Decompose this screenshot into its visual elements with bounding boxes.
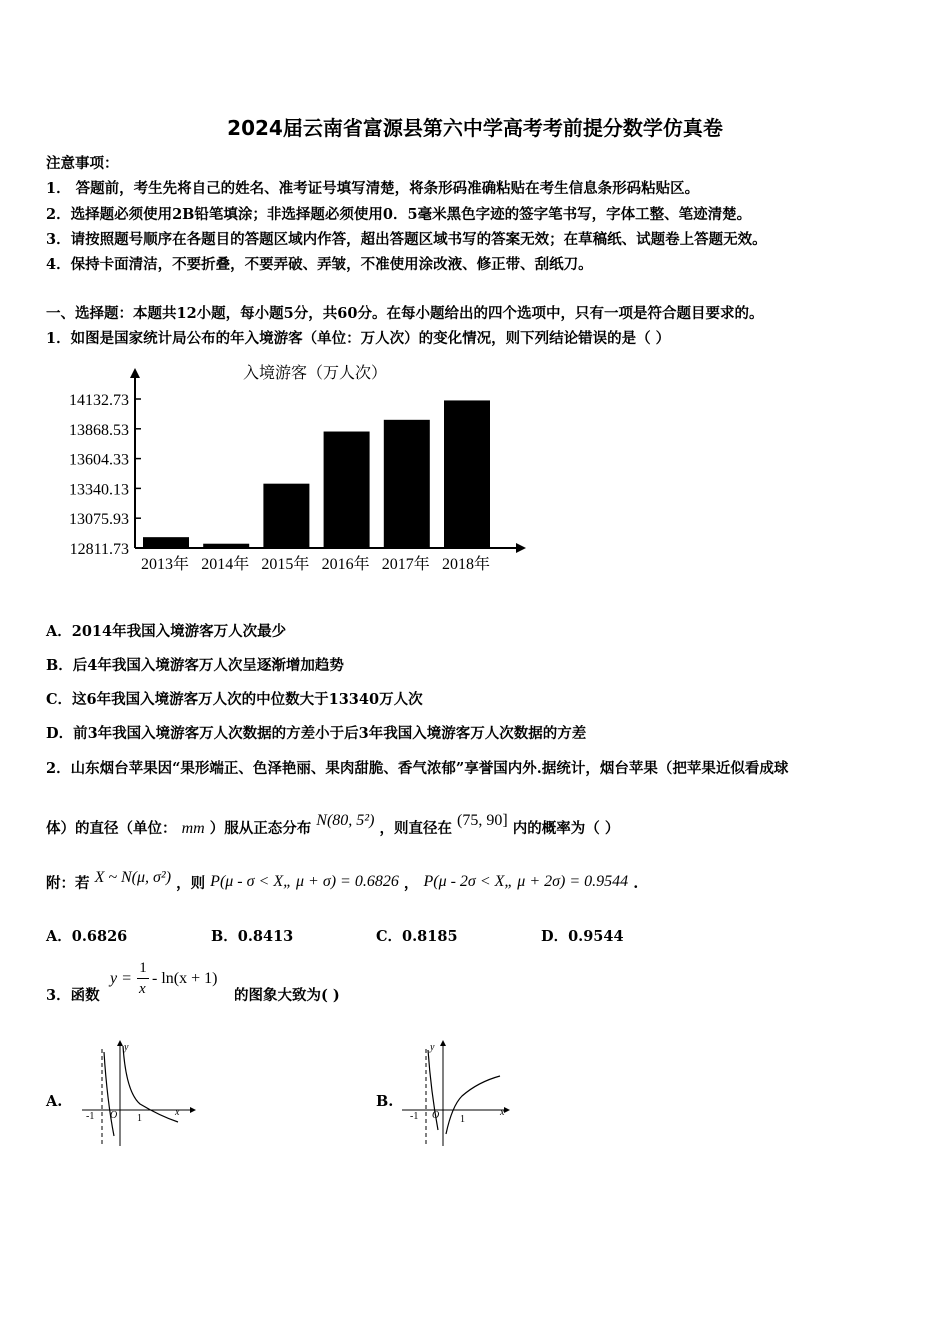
bar [203, 544, 249, 548]
q2-note-p2: P(μ - 2σ < X„ μ + 2σ) = 0.9544 [423, 873, 629, 890]
q2-note-dist: X ~ N(μ, σ²) [94, 869, 172, 886]
neg-one-label: -1 [86, 1111, 95, 1122]
x-category-label: 2016年 [321, 556, 370, 573]
q2-option-b[interactable]: B．0.8413 [211, 928, 294, 945]
q3-prefix: 3．函数 [46, 987, 100, 1004]
x-label: x [500, 1107, 505, 1118]
notice-item: 2．选择题必须使用2B铅笔填涂；非选择题必须使用0．5毫米黑色字迹的签字笔书写，字体工整、笔迹清楚。 [46, 206, 752, 223]
q2-text: 内的概率为（ ） [512, 820, 620, 837]
bar [143, 537, 189, 548]
origin-label: O [110, 1110, 118, 1121]
y-axis-arrow [440, 1040, 446, 1046]
y-tick-label: 12811.73 [69, 541, 129, 558]
x-category-label: 2013年 [140, 556, 190, 573]
q3-fraction-denominator: x [139, 981, 146, 997]
x-axis-arrow [190, 1107, 196, 1113]
right-branch-curve [446, 1076, 500, 1134]
bar [384, 420, 430, 548]
y-tick-label: 13075.93 [69, 511, 129, 529]
x-axis-arrow [516, 543, 526, 553]
origin-label: O [432, 1110, 440, 1121]
y-tick-label: 13868.53 [69, 421, 129, 439]
one-label: 1 [460, 1114, 465, 1125]
y-tick-label: 13604.33 [69, 451, 129, 469]
neg-one-label: -1 [410, 1111, 419, 1122]
one-label: 1 [137, 1113, 142, 1124]
tourist-bar-chart [40, 356, 540, 586]
q3-option-a[interactable]: A. [46, 1093, 63, 1110]
notice-item: 4．保持卡面清洁，不要折叠，不要弄破、弄皱，不准使用涂改液、修正带、刮纸刀。 [46, 256, 593, 273]
q2-text: 体）的直径（单位： [46, 820, 177, 837]
q1-option-c[interactable]: C．这6年我国入境游客万人次的中位数大于13340万人次 [46, 691, 423, 708]
q2-note-text: ，则 [176, 875, 206, 892]
q2-option-a[interactable]: A．0.6826 [46, 928, 128, 945]
bar [324, 432, 370, 548]
q2-note-text: ， [403, 875, 419, 892]
notice-item: 3．请按照题号顺序在各题目的答题区域内作答，超出答题区域书写的答案无效；在草稿纸、试题卷上答题无效。 [46, 231, 767, 248]
q2-option-d[interactable]: D．0.9544 [541, 928, 624, 945]
notice-heading: 注意事项： [46, 155, 119, 172]
q2-option-c[interactable]: C．0.8185 [376, 928, 458, 945]
page-title: 2024届云南省富源县第六中学高考考前提分数学仿真卷 [227, 116, 723, 140]
y-label: y [124, 1042, 129, 1053]
question-1-stem: 1．如图是国家统计局公布的年入境游客（单位：万人次）的变化情况，则下列结论错误的是（ ） [46, 330, 671, 347]
q1-option-d[interactable]: D．前3年我国入境游客万人次数据的方差小于后3年我国入境游客万人次数据的方差 [46, 725, 587, 742]
notice-item: 1． 答题前，考生先将自己的姓名、准考证号填写清楚，将条形码准确粘贴在考生信息条形码粘贴区。 [46, 180, 700, 197]
y-axis-arrow [130, 368, 140, 378]
q2-unit: mm [181, 820, 205, 837]
q3-function-lhs: y = [110, 970, 132, 987]
q3-option-b[interactable]: B. [376, 1093, 394, 1110]
question-2-line-1: 2．山东烟台苹果因“果形端正、色泽艳丽、果肉甜脆、香气浓郁”享誉国内外.据统计，烟台苹果（把苹果近似看成球 [46, 760, 789, 777]
q2-normal-dist: N(80, 5²) [316, 812, 375, 829]
y-axis-arrow [117, 1040, 123, 1046]
q2-note-p1: P(μ - σ < X„ μ + σ) = 0.6826 [210, 873, 399, 890]
question-2-line-2 [46, 812, 620, 838]
y-label: y [430, 1042, 435, 1053]
x-category-label: 2017年 [381, 556, 430, 573]
y-tick-label: 13340.13 [69, 481, 129, 499]
question-2-note [46, 869, 639, 893]
left-branch-curve [104, 1052, 114, 1136]
q2-note-text: . [633, 875, 639, 892]
x-category-label: 2018年 [441, 556, 491, 573]
y-tick-label: 14132.73 [69, 392, 129, 409]
q3-graph-a[interactable] [80, 1040, 200, 1150]
bar [263, 484, 309, 548]
q3-function-rhs: - ln(x + 1) [152, 970, 218, 987]
x-axis-arrow [504, 1107, 510, 1113]
bar [444, 400, 490, 548]
q2-text: ，则直径在 [379, 820, 452, 837]
q1-option-a[interactable]: A．2014年我国入境游客万人次最少 [46, 623, 287, 640]
q1-option-b[interactable]: B．后4年我国入境游客万人次呈逐渐增加趋势 [46, 657, 344, 674]
section-heading: 一、选择题：本题共12小题，每小题5分，共60分。在每小题给出的四个选项中，只有一项是符合题目要求的。 [46, 305, 764, 322]
x-category-label: 2015年 [261, 556, 310, 573]
x-label: x [175, 1107, 180, 1118]
q2-text: ）服从正态分布 [209, 820, 312, 837]
q3-suffix: 的图象大致为( ) [234, 987, 340, 1004]
q3-graph-b[interactable] [400, 1040, 520, 1150]
x-category-label: 2014年 [201, 556, 250, 573]
fraction-bar [137, 978, 149, 979]
q2-note-text: 附：若 [46, 875, 90, 892]
q3-fraction-numerator: 1 [139, 960, 147, 976]
q2-interval: (75, 90] [457, 812, 508, 829]
chart-title: 入境游客（万人次） [242, 365, 388, 382]
right-branch-curve [123, 1046, 178, 1122]
